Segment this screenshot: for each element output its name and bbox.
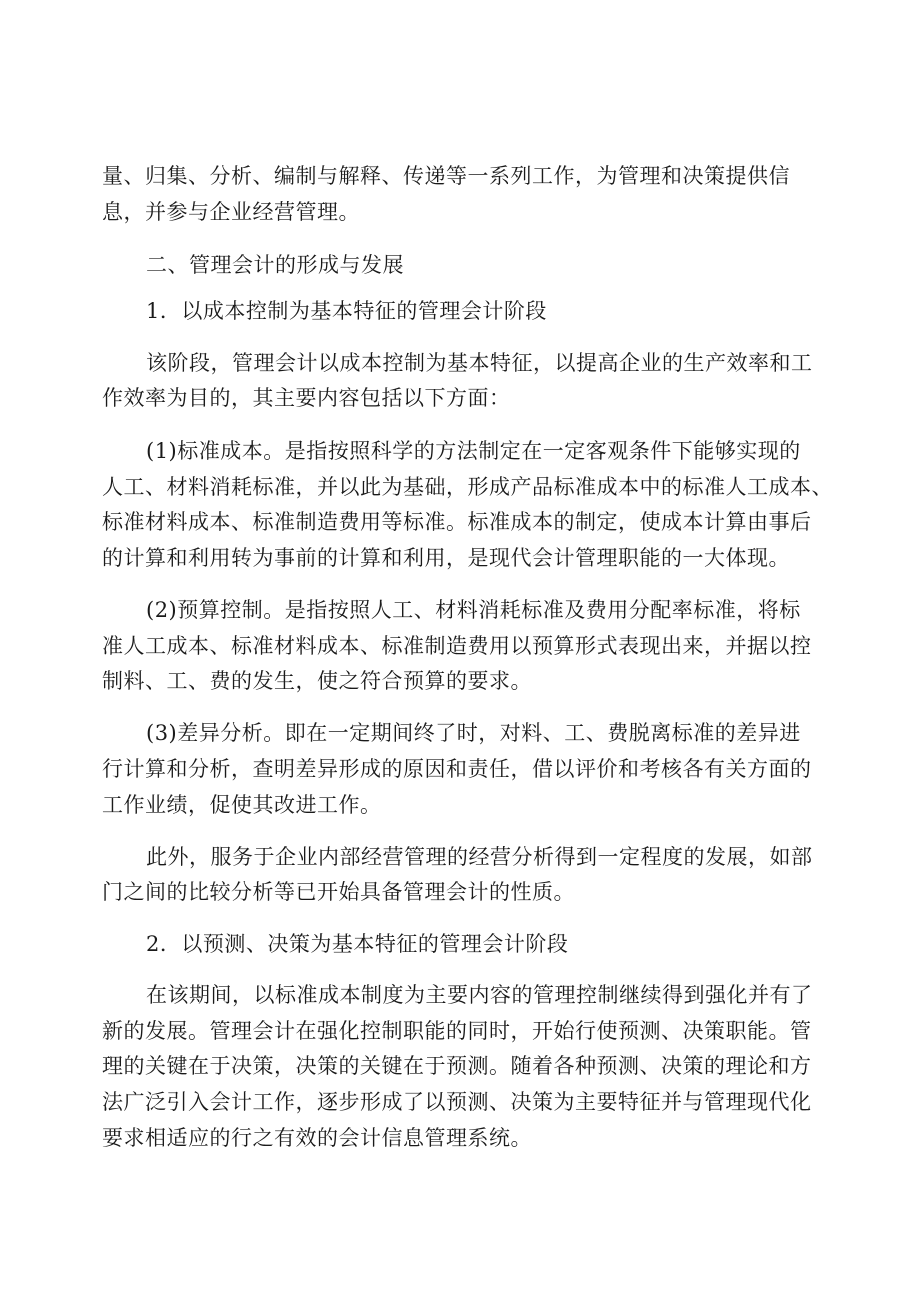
paragraph-line: 要求相适应的行之有效的会计信息管理系统。: [102, 1126, 532, 1150]
list-item-line: (1)标准成本。是指按照科学的方法制定在一定客观条件下能够实现的: [146, 439, 801, 463]
paragraph-line: 新的发展。管理会计在强化控制职能的同时，开始行使预测、决策职能。管: [102, 1019, 812, 1043]
list-item-line: 标准材料成本、标准制造费用等标准。标准成本的制定，使成本计算由事后: [102, 510, 812, 534]
paragraph-line: 理的关键在于决策，决策的关键在于预测。随着各种预测、决策的理论和方: [102, 1054, 812, 1078]
list-item-line: 行计算和分析，查明差异形成的原因和责任，借以评价和考核各有关方面的: [102, 757, 812, 781]
paragraph-line: 量、归集、分析、编制与解释、传递等一系列工作，为管理和决策提供信: [102, 164, 790, 188]
list-item-line: 准人工成本、标准材料成本、标准制造费用以预算形式表现出来，并据以控: [102, 634, 812, 658]
paragraph-line: 此外，服务于企业内部经营管理的经营分析得到一定程度的发展，如部: [146, 845, 813, 869]
list-item-line: 制料、工、费的发生，使之符合预算的要求。: [102, 669, 532, 693]
list-item-line: (2)预算控制。是指按照人工、材料消耗标准及费用分配率标准，将标: [146, 598, 801, 622]
list-item-line: 工作业绩，促使其改进工作。: [102, 793, 382, 817]
list-item-line: 的计算和利用转为事前的计算和利用，是现代会计管理职能的一大体现。: [102, 546, 790, 570]
paragraph-line: 作效率为目的，其主要内容包括以下方面：: [102, 386, 511, 410]
paragraph-line: 法广泛引入会计工作，逐步形成了以预测、决策为主要特征并与管理现代化: [102, 1090, 812, 1114]
list-item-line: 人工、材料消耗标准，并以此为基础，形成产品标准成本中的标准人工成本、: [102, 475, 833, 499]
paragraph-line: 该阶段，管理会计以成本控制为基本特征，以提高企业的生产效率和工: [146, 351, 813, 375]
subsection-heading: 2．以预测、决策为基本特征的管理会计阶段: [146, 932, 569, 956]
paragraph-line: 息，并参与企业经营管理。: [102, 200, 360, 224]
paragraph-line: 门之间的比较分析等已开始具备管理会计的性质。: [102, 880, 575, 904]
paragraph-line: 在该期间，以标准成本制度为主要内容的管理控制继续得到强化并有了: [146, 983, 813, 1007]
subsection-heading: 1．以成本控制为基本特征的管理会计阶段: [146, 299, 547, 323]
section-heading: 二、管理会计的形成与发展: [146, 253, 404, 277]
list-item-line: (3)差异分析。即在一定期间终了时，对料、工、费脱离标准的差异进: [146, 721, 801, 745]
